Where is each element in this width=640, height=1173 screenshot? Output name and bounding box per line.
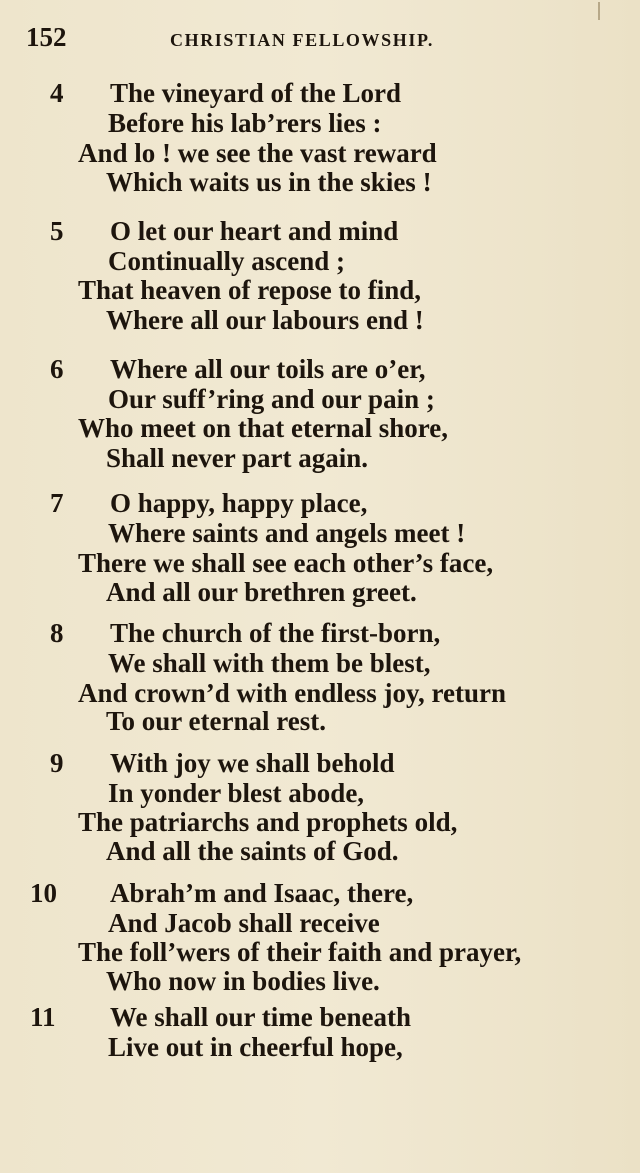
verse-line: And Jacob shall receive (108, 908, 380, 938)
page-header (0, 22, 640, 58)
verse-number: 4 (50, 78, 64, 108)
verse-number: 8 (50, 618, 64, 648)
verse-line: Continually ascend ; (108, 246, 346, 276)
verse-line: In yonder blest abode, (108, 778, 365, 808)
verse-line: Shall never part again. (106, 443, 369, 473)
verse-line: Who meet on that eternal shore, (78, 413, 448, 443)
verse-line: We shall our time beneath (110, 1002, 412, 1032)
verse-line: O let our heart and mind (110, 216, 399, 246)
verse-line: And all our brethren greet. (106, 577, 417, 607)
verse-line: We shall with them be blest, (108, 648, 431, 678)
verse-line: The church of the first-born, (110, 618, 441, 648)
verse-line: Which waits us in the skies ! (106, 167, 432, 197)
verse-number: 6 (50, 354, 64, 384)
page-edge-mark (598, 2, 600, 20)
verse-number: 5 (50, 216, 64, 246)
verse-line: And lo ! we see the vast reward (78, 138, 437, 168)
verse-number: 11 (30, 1002, 56, 1032)
verse-line: There we shall see each other’s face, (78, 548, 494, 578)
verse-line: O happy, happy place, (110, 488, 368, 518)
verse-line: Where all our labours end ! (106, 305, 424, 335)
page-number: 152 (26, 22, 67, 52)
verse-line: Live out in cheerful hope, (108, 1032, 403, 1062)
verse-line: And all the saints of God. (106, 836, 399, 866)
verse-line: Where saints and angels meet ! (108, 518, 466, 548)
verse-line: And crown’d with endless joy, return (78, 678, 507, 708)
verse-line: The foll’wers of their faith and prayer, (78, 937, 522, 967)
verse-line: Abrah’m and Isaac, there, (110, 878, 414, 908)
verse-line: With joy we shall behold (110, 748, 395, 778)
verse-line: Our suff’ring and our pain ; (108, 384, 435, 414)
verse-line: To our eternal rest. (106, 706, 326, 736)
verse-line: Where all our toils are o’er, (110, 354, 426, 384)
verse-number: 7 (50, 488, 64, 518)
verse-number: 10 (30, 878, 57, 908)
verse-line: The patriarchs and prophets old, (78, 807, 458, 837)
verse-number: 9 (50, 748, 64, 778)
verse-line: Before his lab’rers lies : (108, 108, 382, 138)
verse-line: That heaven of repose to find, (78, 275, 422, 305)
verse-line: The vineyard of the Lord (110, 78, 402, 108)
running-title: CHRISTIAN FELLOWSHIP. (170, 30, 434, 50)
verse-line: Who now in bodies live. (106, 966, 380, 996)
